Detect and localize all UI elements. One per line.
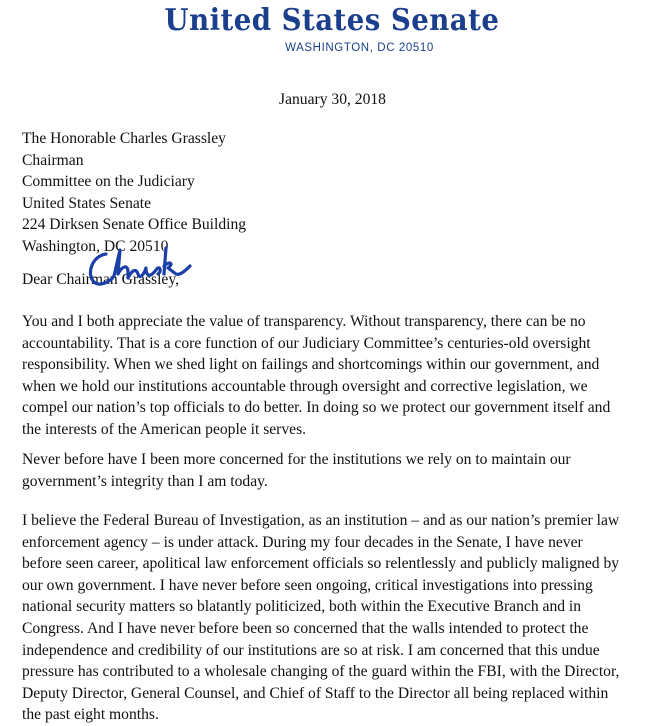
paragraph-line: pressure has contributed to a wholesale changing of the guard within the FBI, with the Director, — [22, 663, 620, 681]
paragraph-line: I believe the Federal Bureau of Investigation, as an institution – and as our nation’s premier law — [22, 512, 620, 529]
paragraph-line: compel our nation’s top officials to do better. In doing so we protect our government itself and — [22, 399, 611, 417]
paragraph-line: Congress. And I have never before been so concerned that the walls intended to protect the — [22, 619, 589, 637]
paragraph-line: responsibility. When we shed light on failings and shortcomings within our government, and — [22, 356, 600, 374]
letterhead-subtitle: WASHINGTON, DC 20510 — [285, 42, 434, 54]
address-line: Committee on the Judiciary — [22, 173, 195, 191]
paragraph-line: independence and credibility of our institutions are so at risk. I am concerned that this undue — [22, 641, 600, 659]
address-line: 224 Dirksen Senate Office Building — [22, 216, 247, 234]
paragraph-line: national security matters so blatantly politicized, both within the Executive Branch and in — [22, 598, 582, 616]
address-line: United States Senate — [22, 194, 152, 212]
paragraph-line: government’s integrity than I am today. — [22, 472, 268, 490]
salutation: Dear Chairman Grassley, — [22, 271, 180, 288]
paragraph-fbi — [22, 510, 619, 726]
paragraph-line: the interests of the American people it serves. — [22, 420, 307, 438]
paragraph-line: the past eight months. — [22, 706, 159, 724]
paragraph-line: before seen career, apolitical law enforcement officials so relentlessly and publicly maligned by — [22, 555, 620, 573]
paragraph-line: Deputy Director, General Counsel, and Chief of Staff to the Director all being replaced within — [22, 684, 609, 702]
handwritten-signature — [84, 244, 194, 290]
paragraph-line: Never before have I been more concerned for the institutions we rely on to maintain our — [22, 451, 571, 468]
recipient-address — [22, 128, 246, 258]
letterhead — [0, 4, 663, 55]
address-line: Washington, DC 20510 — [22, 237, 169, 255]
address-line: The Honorable Charles Grassley — [22, 130, 226, 147]
paragraph-transparency — [22, 311, 610, 441]
address-line: Chairman — [22, 151, 84, 169]
letterhead-title: United States Senate — [164, 3, 499, 38]
letter-date: January 30, 2018 — [279, 91, 386, 108]
paragraph-line: when we hold our institutions accountable through oversight and corrective legislation, we — [22, 377, 588, 395]
paragraph-line: enforcement agency – is under attack. During my four decades in the Senate, I have never — [22, 533, 583, 551]
paragraph-line: our own government. I have never before seen ongoing, critical investigations into pressing — [22, 576, 593, 594]
paragraph-line: You and I both appreciate the value of transparency. Without transparency, there can be no — [22, 313, 586, 330]
paragraph-line: accountability. That is a core function of our Judiciary Committee’s centuries-old oversight — [22, 334, 591, 352]
paragraph-concern — [22, 449, 571, 492]
